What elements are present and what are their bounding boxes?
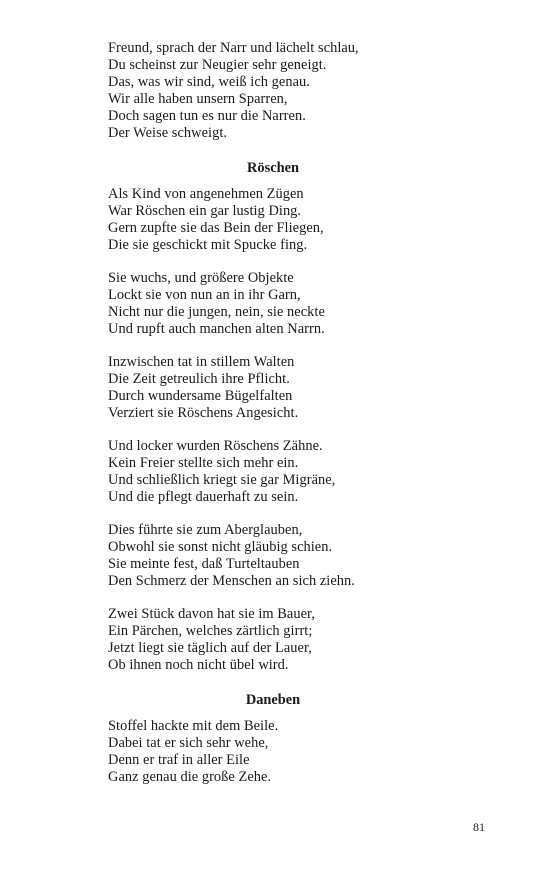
verse-line: Als Kind von angenehmen Zügen bbox=[108, 186, 304, 202]
stanza bbox=[108, 522, 438, 590]
stanza bbox=[108, 438, 438, 506]
verse-line: Den Schmerz der Menschen an sich ziehn. bbox=[108, 573, 355, 589]
verse-line: Der Weise schweigt. bbox=[108, 125, 228, 141]
verse-line: Und rupft auch manchen alten Narrn. bbox=[108, 321, 325, 337]
verse-line: Sie meinte fest, daß Turteltauben bbox=[108, 556, 300, 572]
verse-line: Sie wuchs, und größere Objekte bbox=[108, 270, 294, 286]
verse-line: Wir alle haben unsern Sparren, bbox=[108, 91, 288, 107]
verse-line: Obwohl sie sonst nicht gläubig schien. bbox=[108, 539, 333, 555]
verse-line: Stoffel hackte mit dem Beile. bbox=[108, 718, 279, 734]
verse-line: Und schließlich kriegt sie gar Migräne, bbox=[108, 472, 336, 488]
stanza bbox=[108, 606, 438, 674]
verse-line: Und locker wurden Röschens Zähne. bbox=[108, 438, 323, 454]
verse-line: Und die pflegt dauerhaft zu sein. bbox=[108, 489, 299, 505]
verse-line: Die sie geschickt mit Spucke fing. bbox=[108, 237, 308, 253]
page-number: 81 bbox=[473, 820, 485, 834]
verse-line: Die Zeit getreulich ihre Pflicht. bbox=[108, 371, 290, 387]
poem-title-roeschen: Röschen bbox=[247, 160, 299, 176]
verse-line: Freund, sprach der Narr und lächelt schlau, bbox=[108, 40, 359, 56]
verse-line: Durch wundersame Bügelfalten bbox=[108, 388, 293, 404]
page-body bbox=[108, 40, 438, 786]
verse-line: Ob ihnen noch nicht übel wird. bbox=[108, 657, 289, 673]
poem-daneben bbox=[108, 718, 438, 786]
verse-line: Gern zupfte sie das Bein der Fliegen, bbox=[108, 220, 324, 236]
verse-line: Verziert sie Röschens Angesicht. bbox=[108, 405, 299, 421]
verse-line: Dies führte sie zum Aberglauben, bbox=[108, 522, 303, 538]
stanza bbox=[108, 354, 438, 422]
verse-line: Nicht nur die jungen, nein, sie neckte bbox=[108, 304, 325, 320]
verse-line: Zwei Stück davon hat sie im Bauer, bbox=[108, 606, 315, 622]
stanza bbox=[108, 270, 438, 338]
verse-line: Lockt sie von nun an in ihr Garn, bbox=[108, 287, 301, 303]
verse-line: Du scheinst zur Neugier sehr geneigt. bbox=[108, 57, 327, 73]
verse-line: Das, was wir sind, weiß ich genau. bbox=[108, 74, 310, 90]
poem-intro-ending bbox=[108, 40, 438, 142]
verse-line: Ganz genau die große Zehe. bbox=[108, 769, 272, 785]
verse-line: Doch sagen tun es nur die Narren. bbox=[108, 108, 306, 124]
poem-roeschen bbox=[108, 186, 438, 674]
poem-title-daneben: Daneben bbox=[245, 692, 301, 708]
verse-line: Denn er traf in aller Eile bbox=[108, 752, 250, 768]
verse-line: Jetzt liegt sie täglich auf der Lauer, bbox=[108, 640, 312, 656]
verse-line: Inzwischen tat in stillem Walten bbox=[108, 354, 295, 370]
stanza bbox=[108, 186, 438, 254]
verse-line: Kein Freier stellte sich mehr ein. bbox=[108, 455, 299, 471]
verse-line: War Röschen ein gar lustig Ding. bbox=[108, 203, 302, 219]
verse-line: Ein Pärchen, welches zärtlich girrt; bbox=[108, 623, 313, 639]
verse-line: Dabei tat er sich sehr wehe, bbox=[108, 735, 269, 751]
